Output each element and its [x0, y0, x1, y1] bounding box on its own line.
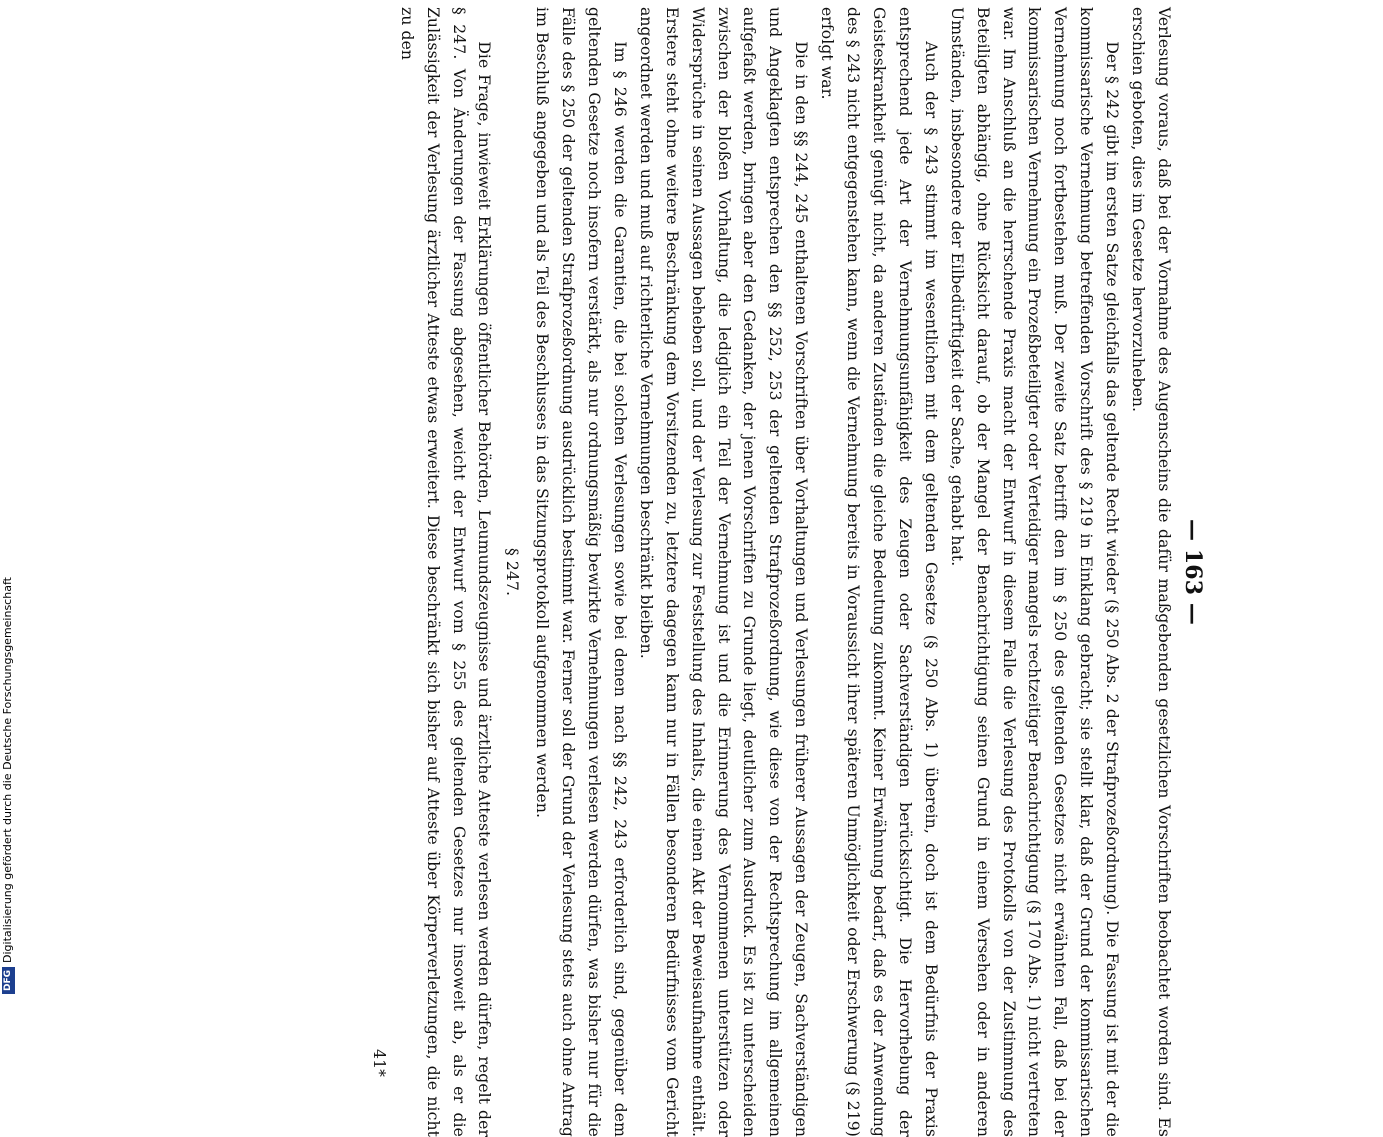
paragraph: Verlesung voraus, daß bei der Vornahme des Augenscheins die dafür maßgebenden gesetzlichen Vorschriften beobachtet worden sind. Es erschien geboten, dies im Gesetze hervorzuheben. — [1129, 7, 1173, 1137]
paragraph: Die in den §§ 244, 245 enthaltenen Vorschriften über Vorhaltungen und Verlesungen früherer Aussagen der Zeugen, Sachverständigen und Angeklagten entsprechen den §§ 252, 253 der geltenden Strafprozeßordnung, wie diese von der Rechtsprechung im allgemeinen aufgefaßt werden, bringen aber den Gedanken, der jenen Vorschriften zu Grunde liegt, deutlicher zum Ausdruck. Es ist zu unterscheiden zwischen der bloßen Vorhaltung, die lediglich ein Teil der Vernehmung ist und die Erinnerung des Vernommenen unterstützen oder Widersprüche in seinen Aussagen beheben soll, und der Verlesung zur Feststellung des Inhalts, die einen Akt der Beweisaufnahme enthält. Erstere steht ohne weitere Beschränkung dem Vorsitzenden zu, letztere dagegen kann nur in Fällen besonderen Bedürfnisses vom Gericht angeordnet werden und muß auf richterliche Vernehmungen beschränkt bleiben. — [636, 7, 811, 1137]
digitization-footer — [0, 0, 16, 1000]
digitization-caption: Digitalisierung gefördert durch die Deutsche Forschungsgemeinschaft — [1, 577, 14, 963]
paragraph: Der § 242 gibt im ersten Satze gleichfalls das geltende Recht wieder (§ 250 Abs. 2 der Strafprozeßordnung). Die Fassung ist mit der die kommissarische Vernehmung betreffenden Vorschrift des § 219 in Einklang gebracht; sie stellt klar, daß der Grund der kommissarischen Vernehmung noch fortbestehen muß. Der zweite Satz betrifft den im § 250 des geltenden Gesetzes nicht erwähnten Fall, daß bei der kommissarischen Vernehmung ein Prozeßbeteiligter oder Verteidiger mangels rechtzeitiger Benachrichtigung (§ 170 Abs. 1) nicht vertreten war. Im Anschluß an die herrschende Praxis macht der Entwurf in diesem Falle die Verlesung des Protokolls von der Zustimmung des Beteiligten abhängig, ohne Rücksicht darauf, ob der Mangel der Benachrichtigung seinen Grund in einem Versehen oder in anderen Umständen, insbesondere der Eilbedürftigkeit der Sache, gehabt hat. — [947, 7, 1122, 1137]
paragraph: Die Frage, inwieweit Erklärungen öffentlicher Behörden, Leumundszeugnisse und ärztliche Atteste verlesen werden dürfen, regelt der § 247. Von Änderungen der Fassung abgesehen, weicht der Entwurf vom § 255 des geltenden Gesetzes nur insoweit ab, als er die Zulässigkeit der Verlesung ärztlicher Atteste etwas erweitert. Diese beschränkt sich bisher auf Atteste über Körperverletzungen, die nicht zu den — [397, 7, 494, 1137]
signature-mark: 41* — [369, 1049, 388, 1077]
section-heading: § 247. — [503, 547, 522, 597]
dfg-logo: DFG — [2, 967, 15, 994]
page-content — [270, 7, 1210, 1137]
paragraphs-after-block — [393, 7, 497, 1137]
paragraph: Auch der § 243 stimmt im wesentlichen mit dem geltenden Gesetze (§ 250 Abs. 1) überein, doch ist dem Bedürfnis der Praxis entsprechend jede Art der Vernehmungsunfähigkeit des Zeugen oder Sachverständigen berücksichtigt. Die Hervorhebung der Geisteskrankheit genügt nicht, da anderen Zuständen die gleiche Bedeutung zukommt. Keiner Erwähnung bedarf, daß es der Anwendung des § 243 nicht entgegenstehen kann, wenn die Vernehmung bereits in Voraussicht ihrer späteren Unmöglichkeit oder Erschwerung (§ 219) erfolgt war. — [818, 7, 940, 1137]
rotated-page — [270, 7, 1206, 1137]
page-number: — 163 — — [1180, 519, 1206, 625]
paragraphs-block — [528, 7, 1176, 1137]
paragraph: Im § 246 werden die Garantien, die bei solchen Verlesungen sowie bei denen nach §§ 242, 243 erforderlich sind, gegenüber dem geltenden Gesetze noch insofern verstärkt, als nur ordnungsmäßig bewirkte Vernehmungen verlesen werden dürfen, was bisher nur für die Fälle des § 250 der geltenden Strafprozeßordnung ausdrücklich bestimmt war. Ferner soll der Grund der Verlesung stets auch ohne Antrag im Beschluß angegeben und als Teil des Beschlusses in das Sitzungsprotokoll aufgenommen werden. — [533, 7, 629, 1137]
